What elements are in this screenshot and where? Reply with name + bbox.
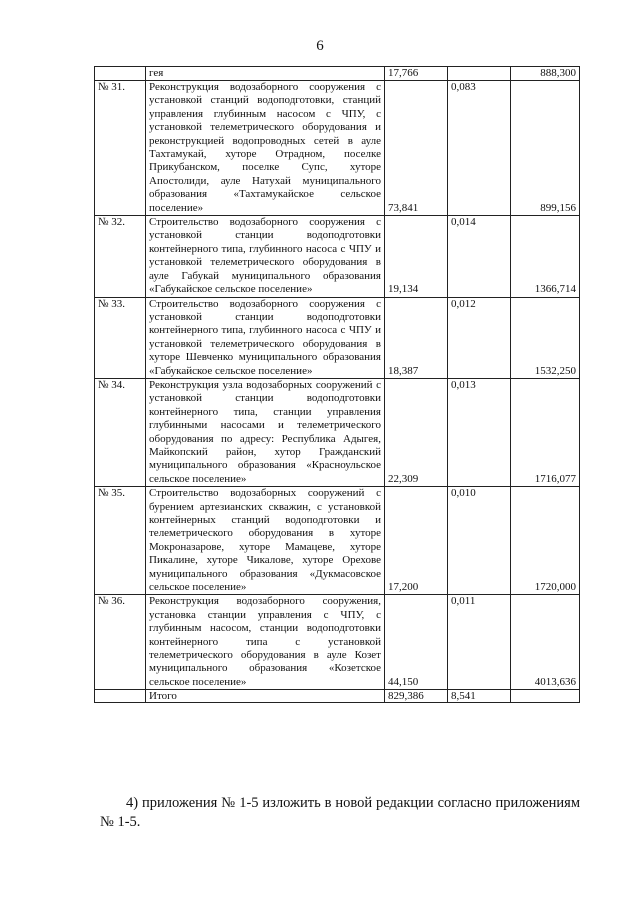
closing-paragraph: 4) приложения № 1-5 изложить в новой редакции согласно приложениям № 1-5.	[100, 795, 580, 830]
row-value-2: 0,013	[448, 378, 511, 486]
row-value-1: 44,150	[385, 595, 448, 690]
table-row	[95, 216, 580, 297]
row-value-2: 0,014	[448, 216, 511, 297]
total-value-3	[511, 690, 580, 703]
row-value-2: 0,083	[448, 81, 511, 216]
row-number: № 31.	[95, 81, 146, 216]
page-number: 6	[316, 38, 324, 54]
row-description: Строительство водозаборных сооружений с бурением артезианских скважин, с установкой контейнерных станций водоподготовки и телеметрического оборудования в хуторе Мокроназарове, хуторе Мамацеве, хуторе Пикалине, хуторе Чикалове, хуторе Орехове муниципального образования «Дукмасовское сельское поселение»	[146, 487, 385, 595]
row-number: № 36.	[95, 595, 146, 690]
row-value-1: 73,841	[385, 81, 448, 216]
row-value-3: 888,300	[511, 67, 580, 81]
row-description: Реконструкция водозаборного сооружения, установка станции управления с ЧПУ, с глубинным насосом, станции водоподготовки контейнерного типа с установкой телеметрического оборудования в ауле Козет муниципального образования «Козетское сельское поселение»	[146, 595, 385, 690]
row-value-1: 19,134	[385, 216, 448, 297]
row-value-1: 22,309	[385, 378, 448, 486]
row-value-3: 1366,714	[511, 216, 580, 297]
row-number: № 34.	[95, 378, 146, 486]
table-row	[95, 487, 580, 595]
row-value-2: 0,011	[448, 595, 511, 690]
row-number: № 32.	[95, 216, 146, 297]
row-value-3: 899,156	[511, 81, 580, 216]
total-value-1: 829,386	[385, 690, 448, 703]
total-label: Итого	[146, 690, 385, 703]
row-number: № 33.	[95, 297, 146, 378]
row-description: Реконструкция водозаборного сооружения с установкой станций водоподготовки, станций управления глубинным насосом с ЧПУ, с установкой телеметрического оборудования и реконструкцией водопроводных сетей в ауле Тахтамукай, хуторе Отрадном, поселке Прикубанском, поселке Супс, хуторе Апостолиди, ауле Натухай муниципального образования «Тахтамукайское сельское поселение»	[146, 81, 385, 216]
row-number-cell	[95, 690, 146, 703]
table-row-continued	[95, 67, 580, 81]
table-total-row	[95, 690, 580, 703]
table-row	[95, 81, 580, 216]
row-value-3: 1716,077	[511, 378, 580, 486]
projects-table	[94, 66, 580, 703]
row-value-3: 1532,250	[511, 297, 580, 378]
table-row	[95, 595, 580, 690]
row-value-2: 0,012	[448, 297, 511, 378]
row-value-2: 0,010	[448, 487, 511, 595]
row-description: Строительство водозаборного сооружения с установкой станции водоподготовки контейнерного типа, глубинного насоса с ЧПУ и установкой телеметрического оборудования в ауле Габукай муниципального образования «Габукайское сельское поселение»	[146, 216, 385, 297]
row-value-1: 17,200	[385, 487, 448, 595]
row-value-2	[448, 67, 511, 81]
table-row	[95, 297, 580, 378]
total-value-2: 8,541	[448, 690, 511, 703]
row-value-1: 17,766	[385, 67, 448, 81]
row-description: Строительство водозаборного сооружения с установкой станции водоподготовки контейнерного типа, глубинного насоса с ЧПУ и установкой телеметрического оборудования в хуторе Шевченко муниципального образования «Габукайское сельское поселение»	[146, 297, 385, 378]
row-value-3: 4013,636	[511, 595, 580, 690]
row-value-3: 1720,000	[511, 487, 580, 595]
table-row	[95, 378, 580, 486]
row-number-cell	[95, 67, 146, 81]
row-description: гея	[146, 67, 385, 81]
row-number: № 35.	[95, 487, 146, 595]
row-value-1: 18,387	[385, 297, 448, 378]
row-description: Реконструкция узла водозаборных сооружений с установкой станции водоподготовки контейнерного типа, станции управления глубинными насосами и телеметрического оборудования по адресу: Республика Адыгея, Майкопский район, хутор Гражданский муниципального образования «Красноульское сельское поселение»	[146, 378, 385, 486]
